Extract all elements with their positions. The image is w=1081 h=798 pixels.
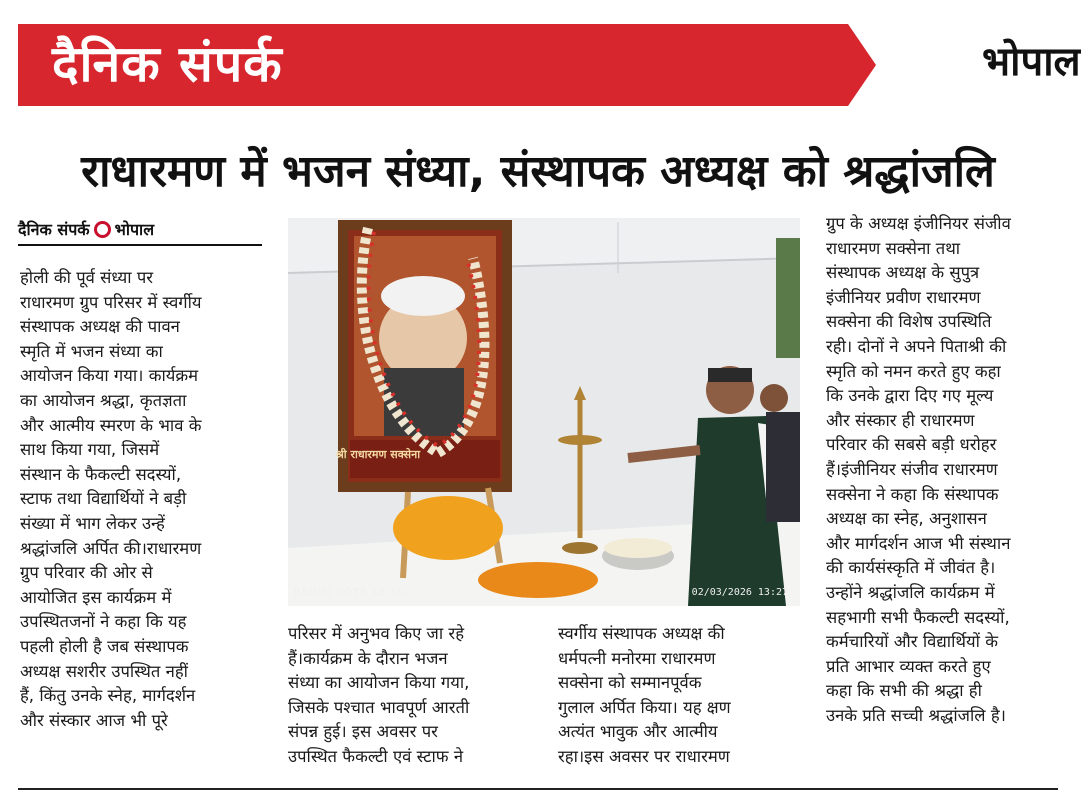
- text-line: और संस्कार आज भी पूरे: [20, 710, 168, 730]
- text-line: सक्सेना ने कहा कि संस्थापक: [826, 484, 999, 504]
- text-line: स्टाफ तथा विद्यार्थियों ने बड़ी: [20, 489, 187, 509]
- text-line: अत्यंत भावुक और आत्मीय: [558, 722, 718, 742]
- article-headline: राधारमण में भजन संध्या, संस्थापक अध्यक्ष को श्रद्धांजलि: [81, 146, 995, 197]
- text-line: रही। दोनों ने अपने पिताश्री की: [826, 336, 1007, 356]
- byline: [18, 216, 262, 246]
- text-line: रहा।इस अवसर पर राधारमण: [558, 746, 730, 766]
- text-line: हैं।कार्यक्रम के दौरान भजन: [288, 648, 448, 668]
- text-line: सक्सेना की विशेष उपस्थिति: [826, 312, 992, 332]
- masthead-banner: [18, 24, 876, 106]
- text-line: सहभागी सभी फैकल्टी सदस्यों,: [826, 607, 1010, 627]
- text-line: प्रति आभार व्यक्त करते हुए: [826, 656, 991, 676]
- text-line: संध्या का आयोजन किया गया,: [288, 673, 470, 693]
- text-line: ग्रुप के अध्यक्ष इंजीनियर संजीव: [826, 214, 1011, 233]
- byline-city: भोपाल: [114, 220, 155, 239]
- text-line: कि उनके द्वारा दिए गए मूल्य: [826, 386, 994, 406]
- text-line: उपस्थितजनों ने कहा कि यह: [20, 612, 187, 632]
- byline-paper: दैनिक संपर्क: [18, 220, 90, 239]
- text-line: संस्थापक अध्यक्ष के सुपुत्र: [826, 263, 980, 283]
- text-line: का आयोजन श्रद्धा, कृतज्ञता: [20, 390, 187, 410]
- text-line: इंजीनियर प्रवीण राधारमण: [826, 287, 981, 307]
- text-line: अध्यक्ष सशरीर उपस्थित नहीं: [20, 661, 188, 681]
- bottom-divider: [18, 788, 1058, 790]
- text-line: संस्थान के फैकल्टी सदस्यों,: [20, 464, 182, 484]
- portrait-caption: श्री राधारमण सक्सेना: [336, 448, 421, 461]
- text-line: धर्मपत्नी मनोरमा राधारमण: [558, 648, 716, 668]
- article-column-1: [20, 266, 262, 733]
- text-line: स्मृति को नमन करते हुए कहा: [826, 361, 1001, 381]
- text-line: संस्थापक अध्यक्ष की पावन: [20, 317, 180, 337]
- text-line: पहली होली है जब संस्थापक: [20, 636, 189, 656]
- text-line: और आत्मीय स्मरण के भाव के: [20, 415, 202, 435]
- text-line: सक्सेना को सम्मानपूर्वक: [558, 673, 702, 693]
- article-column-2: [288, 622, 532, 770]
- text-line: उपस्थित फैकल्टी एवं स्टाफ ने: [288, 746, 464, 766]
- article-column-3: [558, 622, 788, 770]
- masthead-city: भोपाल: [982, 39, 1081, 85]
- text-line: परिवार की सबसे बड़ी धरोहर: [826, 435, 997, 455]
- text-line: ग्रुप परिवार की ओर से: [20, 563, 153, 583]
- circle-icon: [94, 221, 111, 238]
- text-line: कहा कि सभी की श्रद्धा ही: [826, 681, 982, 701]
- text-line: अध्यक्ष का स्नेह, अनुशासन: [826, 509, 987, 529]
- date-watermark: 02/03/2026 13:27: [691, 587, 788, 598]
- text-line: संख्या में भाग लेकर उन्हें: [20, 513, 165, 533]
- text-line: उन्होंने श्रद्धांजलि कार्यक्रम में: [826, 582, 995, 602]
- text-line: स्मृति में भजन संध्या का: [20, 341, 163, 361]
- text-line: राधारमण ग्रुप परिसर में स्वर्गीय: [20, 292, 202, 312]
- text-line: की कार्यसंस्कृति में जीवंत है।: [826, 558, 996, 578]
- text-line: कर्मचारियों और विद्यार्थियों के: [826, 632, 998, 652]
- photo-illustration: [288, 218, 800, 606]
- text-line: आयोजित इस कार्यक्रम में: [20, 587, 172, 607]
- text-line: राधारमण सक्सेना तथा: [826, 238, 961, 258]
- text-line: गुलाल अर्पित किया। यह क्षण: [558, 697, 731, 717]
- text-line: स्वर्गीय संस्थापक अध्यक्ष की: [558, 624, 725, 643]
- text-line: साथ किया गया, जिसमें: [20, 440, 160, 460]
- masthead-title: दैनिक संपर्क: [52, 35, 283, 93]
- text-line: होली की पूर्व संध्या पर: [20, 268, 154, 287]
- text-line: जिसके पश्चात भावपूर्ण आरती: [288, 697, 470, 717]
- text-line: और संस्कार ही राधारमण: [826, 410, 975, 430]
- camera-watermark: REDMI NOTE 13 5G: [294, 587, 407, 598]
- text-line: और मार्गदर्शन आज भी संस्थान: [826, 533, 1011, 553]
- text-line: परिसर में अनुभव किए जा रहे: [288, 624, 465, 643]
- text-line: श्रद्धांजलि अर्पित की।राधारमण: [20, 538, 202, 558]
- text-line: उनके प्रति सच्ची श्रद्धांजलि है।: [826, 705, 1006, 725]
- text-line: हैं।इंजीनियर संजीव राधारमण: [826, 459, 998, 479]
- text-line: आयोजन किया गया। कार्यक्रम: [20, 366, 199, 386]
- text-line: संपन्न हुई। इस अवसर पर: [288, 722, 438, 742]
- article-column-4: [826, 212, 1064, 728]
- article-photo: [288, 218, 800, 606]
- text-line: हैं, किंतु उनके स्नेह, मार्गदर्शन: [20, 686, 196, 706]
